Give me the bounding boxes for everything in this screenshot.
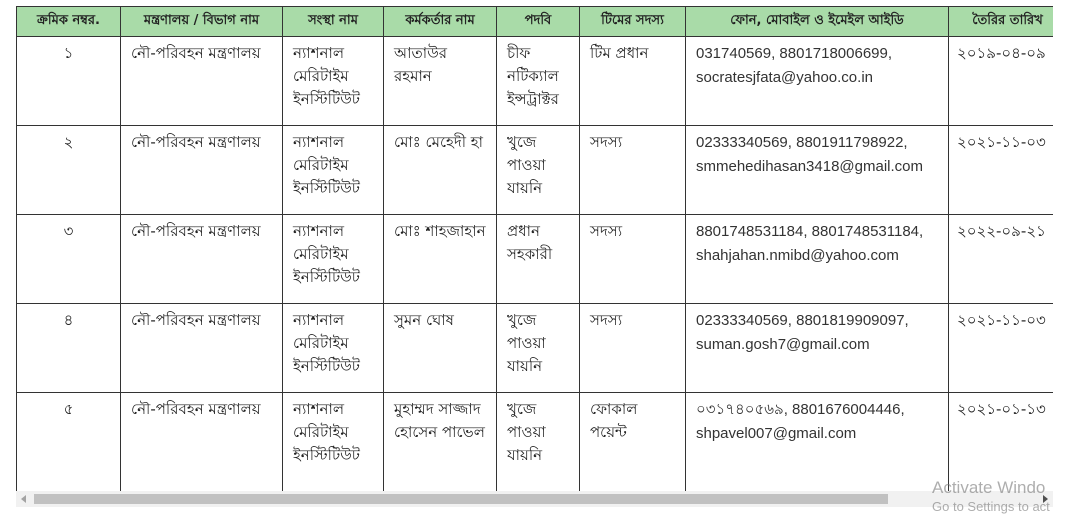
- horizontal-scrollbar[interactable]: [16, 491, 1053, 507]
- cell-serial: ২: [17, 126, 121, 215]
- cell-ministry: নৌ-পরিবহন মন্ত্রণালয়: [121, 37, 283, 126]
- cell-ministry: নৌ-পরিবহন মন্ত্রণালয়: [121, 215, 283, 304]
- watermark-subtitle: Go to Settings to act: [932, 499, 1050, 514]
- cell-ministry: নৌ-পরিবহন মন্ত্রণালয়: [121, 126, 283, 215]
- cell-designation: খুজে পাওয়া যায়নি: [497, 126, 580, 215]
- cell-designation: প্রধান সহকারী: [497, 215, 580, 304]
- header-organization: সংস্থা নাম: [283, 7, 384, 37]
- cell-ministry: নৌ-পরিবহন মন্ত্রণালয়: [121, 304, 283, 393]
- cell-team-role: ফোকাল পয়েন্ট: [580, 393, 686, 492]
- table-row: [17, 215, 1054, 304]
- cell-created-date: ২০২১-১১-০৩: [949, 126, 1054, 215]
- cell-contact: ০৩১৭৪০৫৬৯, 8801676004446, shpavel007@gmail.com: [686, 393, 949, 492]
- cell-officer-name: মোঃ শাহজাহান: [384, 215, 497, 304]
- cell-contact: 031740569, 8801718006699, socratesjfata@yahoo.co.in: [686, 37, 949, 126]
- cell-designation: চীফ নটিক্যাল ইন্সট্রাক্টর: [497, 37, 580, 126]
- cell-team-role: সদস্য: [580, 304, 686, 393]
- cell-created-date: ২০১৯-০৪-০৯: [949, 37, 1054, 126]
- cell-serial: ১: [17, 37, 121, 126]
- cell-created-date: ২০২২-০৯-২১: [949, 215, 1054, 304]
- cell-serial: ৪: [17, 304, 121, 393]
- table-row: [17, 304, 1054, 393]
- header-ministry: মন্ত্রণালয় / বিভাগ নাম: [121, 7, 283, 37]
- header-officer-name: কর্মকর্তার নাম: [384, 7, 497, 37]
- cell-contact: 02333340569, 8801819909097, suman.gosh7@gmail.com: [686, 304, 949, 393]
- cell-organization: ন্যাশনাল মেরিটাইম ইনস্টিটিউট: [283, 215, 384, 304]
- header-designation: পদবি: [497, 7, 580, 37]
- cell-serial: ৫: [17, 393, 121, 492]
- cell-team-role: সদস্য: [580, 126, 686, 215]
- cell-created-date: ২০২১-০১-১৩: [949, 393, 1054, 492]
- cell-designation: খুজে পাওয়া যায়নি: [497, 393, 580, 492]
- cell-organization: ন্যাশনাল মেরিটাইম ইনস্টিটিউট: [283, 126, 384, 215]
- cell-officer-name: মুহাম্মদ সাজ্জাদ হোসেন পাভেল: [384, 393, 497, 492]
- scrollbar-thumb[interactable]: [34, 494, 888, 504]
- officers-table-container: [16, 6, 1053, 491]
- cell-team-role: টিম প্রধান: [580, 37, 686, 126]
- header-team-role: টিমের সদস্য: [580, 7, 686, 37]
- cell-officer-name: মোঃ মেহেদী হা: [384, 126, 497, 215]
- cell-created-date: ২০২১-১১-০৩: [949, 304, 1054, 393]
- header-contact: ফোন, মোবাইল ও ইমেইল আইডি: [686, 7, 949, 37]
- cell-designation: খুজে পাওয়া যায়নি: [497, 304, 580, 393]
- table-row: [17, 393, 1054, 492]
- cell-contact: 8801748531184, 8801748531184, shahjahan.nmibd@yahoo.com: [686, 215, 949, 304]
- cell-ministry: নৌ-পরিবহন মন্ত্রণালয়: [121, 393, 283, 492]
- table-row: [17, 126, 1054, 215]
- cell-contact: 02333340569, 8801911798922, smmehedihasan3418@gmail.com: [686, 126, 949, 215]
- cell-officer-name: সুমন ঘোষ: [384, 304, 497, 393]
- cell-organization: ন্যাশনাল মেরিটাইম ইনস্টিটিউট: [283, 37, 384, 126]
- header-created-date: তৈরির তারিখ: [949, 7, 1054, 37]
- cell-organization: ন্যাশনাল মেরিটাইম ইনস্টিটিউট: [283, 393, 384, 492]
- table-row: [17, 37, 1054, 126]
- cell-team-role: সদস্য: [580, 215, 686, 304]
- watermark-title: Activate Windo: [932, 478, 1046, 497]
- table-header-row: [17, 7, 1054, 37]
- windows-activation-watermark: [932, 478, 1067, 517]
- cell-officer-name: আতাউর রহমান: [384, 37, 497, 126]
- chevron-left-icon[interactable]: [21, 495, 26, 503]
- cell-serial: ৩: [17, 215, 121, 304]
- cell-organization: ন্যাশনাল মেরিটাইম ইনস্টিটিউট: [283, 304, 384, 393]
- header-serial: ক্রমিক নম্বর.: [17, 7, 121, 37]
- officers-table: [16, 6, 1053, 491]
